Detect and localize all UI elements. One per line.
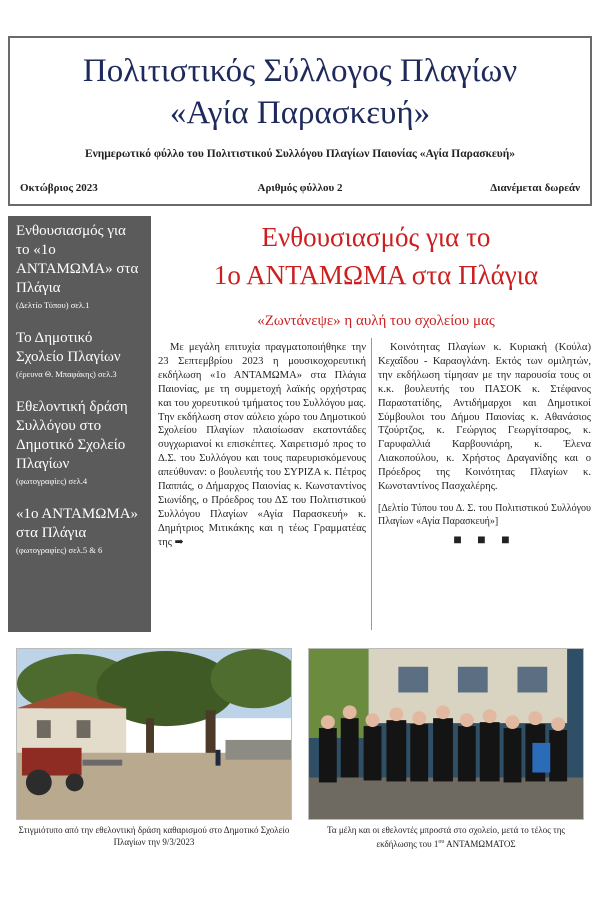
- contents-item-page: (φωτογραφίες) σελ.4: [16, 476, 88, 486]
- article-headline: [160, 218, 592, 294]
- contents-item: [16, 505, 143, 556]
- caption-text: Τα μέλη και οι εθελοντές μπροστά στο σχολείο, μετά το τέλος της εκδήλωσης του 1: [327, 825, 565, 849]
- contents-item-title: Ενθουσιασμός για το «1ο ΑΝΤΑΜΩΜΑ» στα Πλάγια: [16, 223, 139, 296]
- article-subheadline: «Ζωντάνεψε» η αυλή του σχολείου μας: [257, 313, 495, 329]
- column-divider: [371, 338, 372, 630]
- newsletter-title: Πολιτιστικός Σύλλογος Πλαγίων: [82, 53, 518, 89]
- contents-sidebar: [8, 216, 151, 632]
- masthead: [8, 36, 592, 206]
- press-release-credit: [Δελτίο Τύπου του Δ. Σ. του Πολιτιστικού Συλλόγου Πλαγίων «Αγία Παρασκευή»]: [378, 502, 591, 527]
- photo-caption-2: [308, 824, 584, 850]
- contents-item-title: «1ο ΑΝΤΑΜΩΜΑ» στα Πλάγια: [16, 506, 139, 541]
- article-column-2: [378, 341, 591, 548]
- volunteer-cleanup-photo: [16, 648, 292, 820]
- contents-item-title: Εθελοντική δράση Συλλόγου στο Δημοτικό Σχολείο Πλαγίων: [16, 399, 128, 472]
- photo-caption-1: Στιγμιότυπο από την εθελοντική δράση καθαρισμού στο Δημοτικό Σχολείο Πλαγίων την 9/3/2023: [18, 825, 290, 847]
- headline-line-1: Ενθουσιασμός για το: [261, 222, 491, 252]
- contents-item: [16, 329, 143, 380]
- contents-item-page: (Δελτίο Τύπου) σελ.1: [16, 300, 90, 310]
- event-group-photo: [308, 648, 584, 820]
- contents-item: [16, 222, 143, 311]
- article-column-1: [158, 341, 366, 550]
- article-paragraph: Κοινότητας Πλαγίων κ. Κυριακή (Κούλα) Κεχαΐδου - Καραογλάνη. Εκτός των ομιλητών, την εκδήλωση τίμησαν με την παρουσία τους οι κ.κ. βουλευτής του ΠΑΣΟΚ κ. Στέφανος Παραστατίδης, Αντιδήμαρχοι και Δημοτικοί Σύμβουλοι του Δήμου Παιονίας κ. Αθανάσιος Τζούρτζος, κ. Γεώργιος Γεωργίτσαρος, κ. Γαρυφαλλιά Καρβουνιάρη, κ. Έλενα Λιακοπούλου, κ. Χρήστος Δραγανίδης και ο Πρόεδρος της Κοινότητας Πλαγίων κ. Κωνσταντίνος Πασχαλέρης.: [378, 342, 591, 493]
- caption-ordinal: ου: [438, 839, 445, 845]
- newsletter-title-name: «Αγία Παρασκευή»: [169, 95, 431, 131]
- caption-text-end: ΑΝΤΑΜΩΜΑΤΟΣ: [444, 839, 516, 849]
- issue-date: Οκτώβριος 2023: [20, 182, 98, 194]
- end-of-article-mark: ■ ■ ■: [453, 532, 516, 548]
- newsletter-subtitle: Ενημερωτικό φύλλο του Πολιτιστικού Συλλόγου Πλαγίων Παιονίας «Αγία Παρασκευή»: [84, 148, 516, 160]
- distribution-note: Διανέμεται δωρεάν: [490, 182, 580, 194]
- contents-item-page: (φωτογραφίες) σελ.5 & 6: [16, 545, 103, 555]
- contents-item-page: (έρευνα Θ. Μπαφάκης) σελ.3: [16, 369, 117, 379]
- contents-item: [16, 398, 143, 487]
- contents-item-title: Το Δημοτικό Σχολείο Πλαγίων: [16, 330, 121, 365]
- headline-line-2: 1ο ΑΝΤΑΜΩΜΑ στα Πλάγια: [213, 260, 539, 290]
- issue-number: Αριθμός φύλλου 2: [257, 182, 343, 194]
- article-paragraph: Με μεγάλη επιτυχία πραγματοποιήθηκε την 23 Σεπτεμβρίου 2023 η μουσικοχορευτική εκδήλωση «1ο ΑΝΤΑΜΩΜΑ» στα Πλάγια Παιονίας, με τη συμμετοχή λαϊκής ορχήστρας και του χορευτικού τμήματος του Συλλόγου μας. Την εκδήλωση στον αύλειο χώρο του Δημοτικού Σχολείου Πλαγίων πλαισίωσαν εκατοντάδες συγχωριανοί κι επισκέπτες. Χαιρετισμό προς το Δ.Σ. του Συλλόγου και τους παρευρισκόμενους απεύθυναν: ο βουλευτής του ΣΥΡΙΖΑ κ. Πέτρος Παππάς, ο Δήμαρχος Παιονίας κ. Κωνσταντίνος Σιωνίδης, ο Πρόεδρος του ΔΣ του Πολιτιστικού Συλλόγου Πλαγίων «Αγία Παρασκευή» κ. Δημήτριος Μιτικάκης και η τέως Γραμματέας της ➡: [158, 342, 366, 548]
